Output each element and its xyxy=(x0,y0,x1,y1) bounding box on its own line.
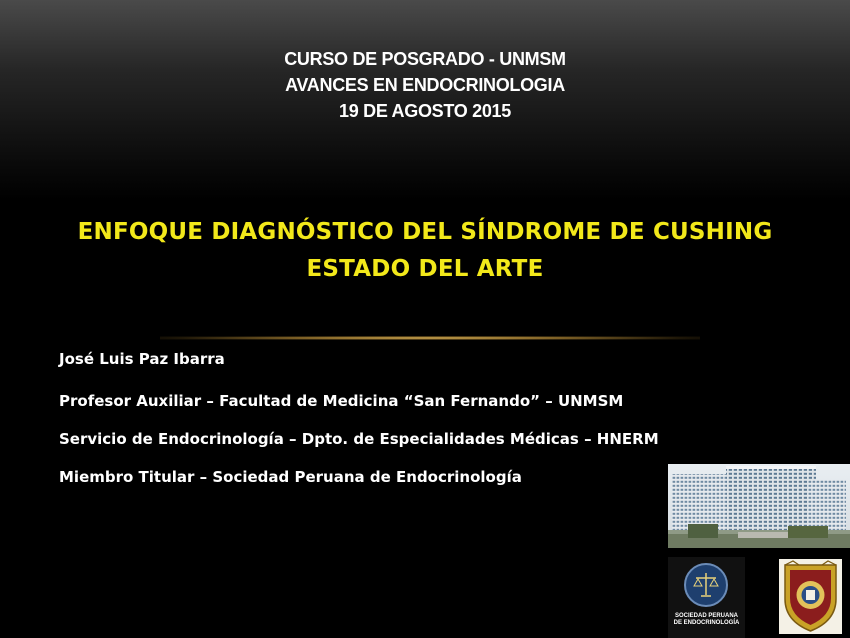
hospital-photo xyxy=(668,464,850,548)
course-topic: AVANCES EN ENDOCRINOLOGIA xyxy=(285,75,565,95)
unmsm-seal-icon xyxy=(779,559,842,634)
author-membership: Miembro Titular – Sociedad Peruana de Endocrinología xyxy=(59,468,522,486)
spe-caption-line2: DE ENDOCRINOLOGÍA xyxy=(673,620,740,626)
spe-caption-line1: SOCIEDAD PERUANA xyxy=(674,613,738,619)
title-line-2: ESTADO DEL ARTE xyxy=(306,256,544,282)
author-name: José Luis Paz Ibarra xyxy=(59,350,225,368)
course-date: 19 DE AGOSTO 2015 xyxy=(339,101,511,121)
presentation-title xyxy=(0,214,850,288)
spe-caption xyxy=(668,613,745,627)
divider-line xyxy=(160,336,700,340)
author-position: Profesor Auxiliar – Facultad de Medicina “San Fernando” – UNMSM xyxy=(59,392,624,410)
spe-logo xyxy=(668,557,745,638)
title-line-1: ENFOQUE DIAGNÓSTICO DEL SÍNDROME DE CUSHING xyxy=(77,219,773,245)
author-service: Servicio de Endocrinología – Dpto. de Especialidades Médicas – HNERM xyxy=(59,430,659,448)
course-header xyxy=(0,46,850,124)
course-name: CURSO DE POSGRADO - UNMSM xyxy=(284,49,566,69)
scales-emblem-icon xyxy=(684,563,728,607)
